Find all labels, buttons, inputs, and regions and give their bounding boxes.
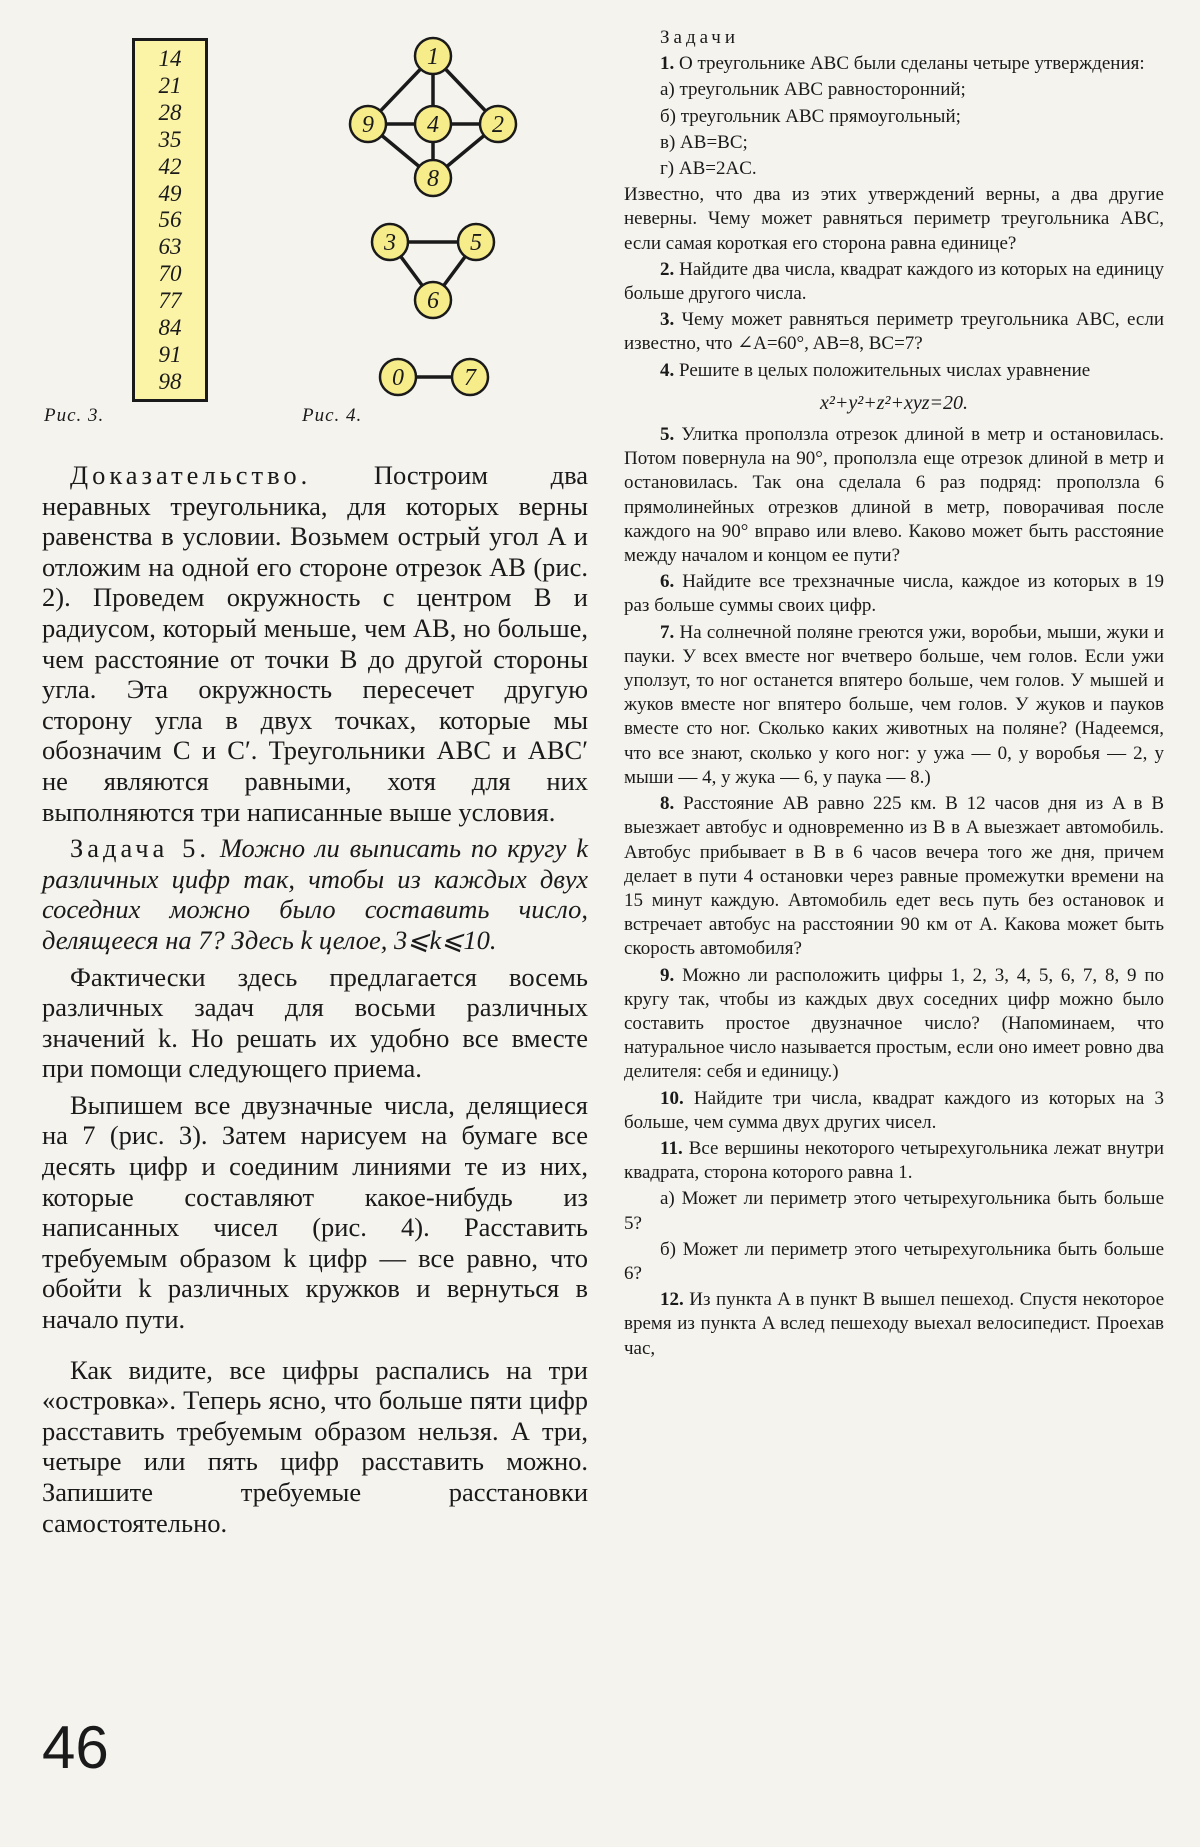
task-1-option: а) треугольник ABC равносторонний; — [660, 79, 966, 101]
problem-5-paragraph — [42, 833, 588, 955]
proof-text: Построим два неравных треугольника, для которых верны равенства в условии. Возьмем острый угол A и отложим на одной его стороне отрезок AB (рис. 2). Проведем окружность с центром B и радиусом, который меньше, чем AB, но больше, чем расстояние от точки B до другой стороны угла. Эта окружность пересечет другую сторону угла в двух точках, которые мы обозначим C и C′. Треугольники ABC и ABC′ не являются равными, хотя для них выполняются три написанные выше условия. — [42, 460, 588, 827]
table-value: 91 — [158, 342, 182, 368]
task-9: 9. Можно ли расположить цифры 1, 2, 3, 4, 5, 6, 7, 8, 9 по кругу так, чтобы из каждых двух соседних цифр можно было составить простое двузначное число? (Напоминаем, что натуральное число называется простым, если оно имеет ровно два делителя: себя и единицу.) — [624, 964, 1165, 1083]
node-label: 2 — [492, 112, 504, 138]
node-label: 9 — [362, 112, 374, 138]
node-label: 1 — [427, 44, 439, 70]
digit-graph — [338, 28, 528, 420]
body-paragraph: Выпишем все двузначные числа, делящиеся на 7 (рис. 3). Затем нарисуем на бумаге все десять цифр и соединим линиями те из них, которые составляют какое-нибудь из написанных чисел (рис. 4). Расставить требуемым образом k цифр — все равно, что обойти k различных кружков и вернуться в начало пути. — [42, 1089, 588, 1335]
node-label: 5 — [470, 230, 482, 256]
task-1-option: в) AB=BC; — [660, 131, 748, 153]
node-label: 8 — [427, 166, 439, 192]
task-11-option: б) Может ли периметр этого четырехугольника быть больше 6? — [624, 1238, 1164, 1284]
table-value: 77 — [158, 288, 182, 314]
body-paragraph: Как видите, все цифры распались на три «островка». Теперь ясно, что больше пяти цифр расставить требуемым образом нельзя. А три, четыре или пять цифр расставить можно. Запишите требуемые расстановки самостоятельно. — [42, 1354, 588, 1538]
table-value: 49 — [158, 180, 182, 206]
task-1-text: Известно, что два из этих утверждений верны, а два другие неверны. Чему может равняться периметр треугольника ABC, если самая короткая его сторона равна единице? — [624, 184, 1164, 254]
table-value: 56 — [158, 207, 182, 233]
section-heading: Задачи — [660, 27, 740, 48]
proof-lead: Доказательство. — [70, 460, 312, 490]
node-label: 6 — [427, 288, 439, 314]
table-value: 84 — [158, 315, 182, 341]
figure-4-caption: Рис. 4. — [302, 405, 363, 426]
figure-3-caption: Рис. 3. — [44, 405, 105, 426]
table-value: 70 — [158, 261, 182, 287]
page-number: 46 — [42, 1714, 109, 1781]
body-paragraph: Фактически здесь предлагается восемь различных задач для восьми различных значений k. Но решать их удобно все вместе при помощи следующего приема. — [42, 961, 588, 1084]
task-1: 1. О треугольнике ABC были сделаны четыре утверждения: — [660, 53, 1145, 75]
task-8: 8. Расстояние AB равно 225 км. В 12 часов дня из A в B выезжает автобус и одновременно из B в A выезжает автомобиль. Автобус прибывает в B в 6 часов вечера того же дня, причем делает в пути 4 остановки через равные промежутки времени на 15 минут каждую. Автомобиль едет весь путь без остановок и встречает автобус на расстоянии 90 км от A. Какова может быть скорость автомобиля? — [624, 793, 1165, 960]
task-1-option: б) треугольник ABC прямоугольный; — [660, 105, 961, 127]
problem-5-text: Можно ли выписать по кругу k различных цифр так, чтобы из каждых двух соседних можно было составить число, делящееся на 7? Здесь k целое, 3⩽k⩽10. — [42, 833, 588, 955]
table-value: 42 — [158, 153, 182, 179]
node-label: 4 — [427, 112, 439, 138]
task-10: 10. Найдите три числа, квадрат каждого из которых на 3 больше, чем сумма двух других чисел. — [624, 1087, 1164, 1133]
node-label: 7 — [464, 365, 476, 391]
proof-paragraph — [42, 460, 588, 827]
task-11: 11. Все вершины некоторого четырехугольника лежат внутри квадрата, сторона которого равна 1. — [624, 1137, 1165, 1184]
right-column — [624, 26, 1164, 1363]
task-12: 12. Из пункта A в пункт B вышел пешеход. Спустя некоторое время из пункта A вслед пешеходу выехал велосипедист. Проехав час, — [624, 1289, 1164, 1359]
table-value: 21 — [158, 72, 182, 98]
task-2: 2. Найдите два числа, квадрат каждого из которых на единицу больше другого числа. — [624, 258, 1165, 305]
task-3: 3. Чему может равняться периметр треугольника ABC, если известно, что ∠A=60°, AB=8, BC=7? — [624, 309, 1164, 355]
table-value: 28 — [158, 99, 182, 125]
node-label: 0 — [392, 365, 404, 391]
task-1-option: г) AB=2AC. — [660, 158, 757, 180]
task-5: 5. Улитка проползла отрезок длиной в метр и остановилась. Потом повернула на 90°, проползла еще отрезок длиной в метр и остановилась. Так она сделала 6 раз подряд: проползла 6 прямолинейных отрезков длиной в метр, поворачивая после каждого на 90° вправо или влево. Каково может быть расстояние между началом и концом ее пути? — [624, 424, 1164, 567]
table-value: 14 — [158, 45, 182, 71]
table-value: 63 — [158, 234, 182, 260]
equation: x²+y²+z²+xyz=20. — [819, 391, 969, 414]
task-11-option: а) Может ли периметр этого четырехугольника быть больше 5? — [624, 1188, 1164, 1234]
task-7: 7. На солнечной поляне греются ужи, воробьи, мыши, жуки и пауки. У всех вместе ног вчетверо больше, чем голов. Если ужи уползут, то ног останется впятеро больше, чем голов. У мышей и жуков вместе ног впятеро больше, чем голов. У жуков и пауков вместе сто ног. Сколько каких животных на поляне? (Надеемся, что все знают, сколько у кого ног: у ужа — 0, у воробья — 2, у мыши — 4, у жука — 6, у паука — 8.) — [624, 621, 1165, 788]
table-value: 98 — [158, 369, 182, 395]
node-label: 3 — [384, 230, 396, 256]
problem-5-lead: Задача 5. — [70, 833, 211, 864]
multiples-of-7-table — [132, 38, 208, 402]
table-value: 35 — [158, 126, 182, 152]
task-6: 6. Найдите все трехзначные числа, каждое из которых в 19 раз больше суммы своих цифр. — [624, 571, 1164, 617]
left-column — [42, 460, 588, 1544]
task-4: 4. Решите в целых положительных числах уравнение — [660, 359, 1091, 381]
